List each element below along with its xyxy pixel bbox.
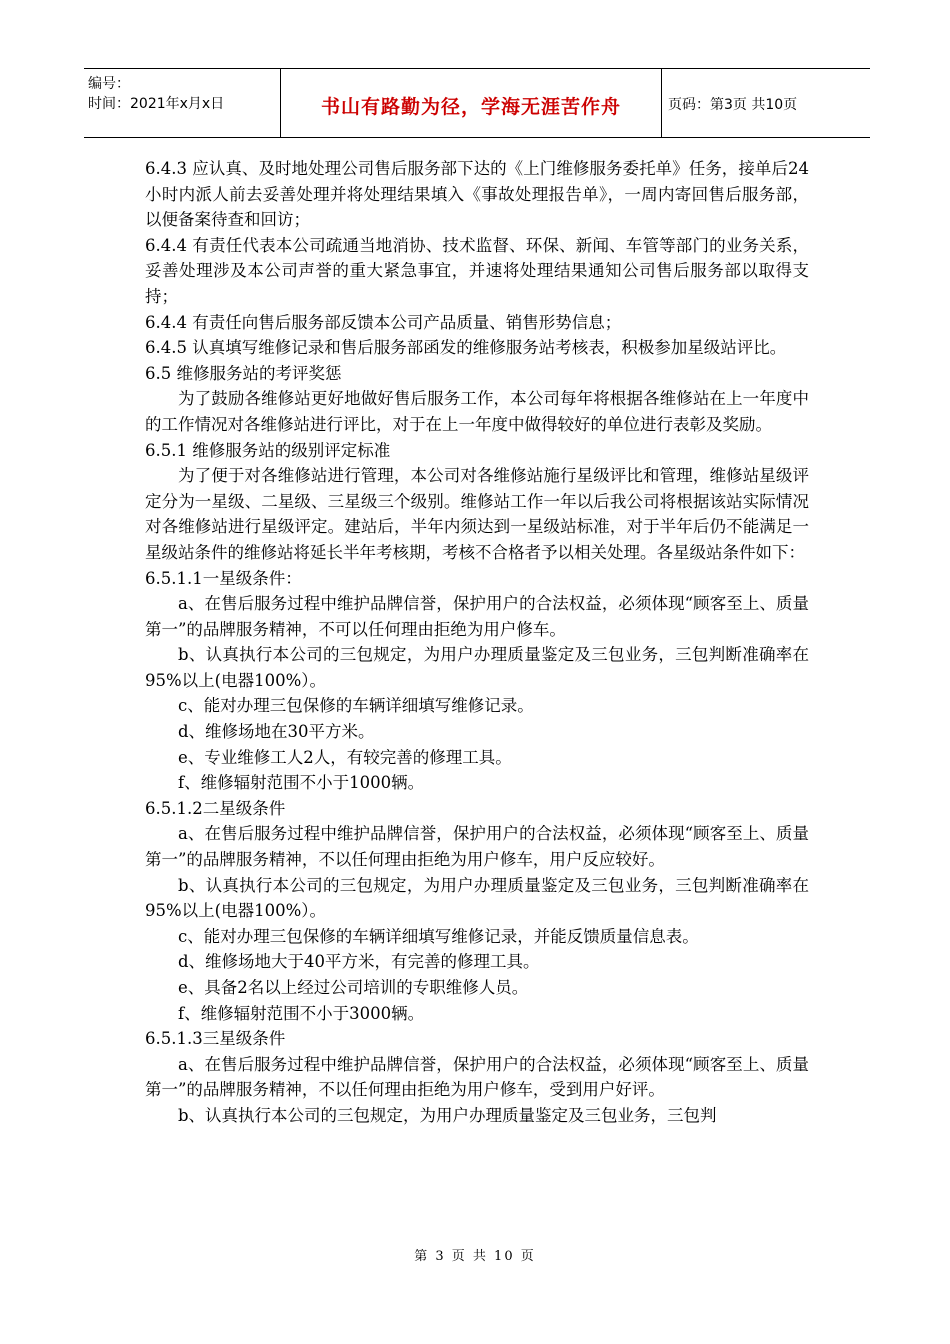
paragraph: 6.4.4 有责任向售后服务部反馈本公司产品质量、销售形势信息； xyxy=(145,312,622,332)
paragraph: a、在售后服务过程中维护品牌信誉，保护用户的合法权益，必须体现“顾客至上、质量第一”的品牌服务精神，不可以任何理由拒绝为用户修车。 xyxy=(145,594,809,639)
paragraph: b、认真执行本公司的三包规定，为用户办理质量鉴定及三包业务，三包判 xyxy=(178,1105,717,1125)
document-date-label: 时间：2021年x月x日 xyxy=(88,96,225,112)
document-body xyxy=(145,156,809,1129)
paragraph: 6.4.3 应认真、及时地处理公司售后服务部下达的《上门维修服务委托单》任务，接单后24小时内派人前去妥善处理并将处理结果填入《事故处理报告单》，一周内寄回售后服务部，以便备案待查和回访； xyxy=(145,159,809,230)
paragraph: a、在售后服务过程中维护品牌信誉，保护用户的合法权益，必须体现“顾客至上、质量第一”的品牌服务精神，不以任何理由拒绝为用户修车，受到用户好评。 xyxy=(145,1054,809,1100)
header-page-cell xyxy=(662,69,870,137)
paragraph: e、具备2名以上经过公司培训的专职维修人员。 xyxy=(178,978,529,997)
page-footer: 第 3 页 共 10 页 xyxy=(414,1249,536,1264)
paragraph: b、认真执行本公司的三包规定，为用户办理质量鉴定及三包业务，三包判断准确率在95%以上(电器100%）。 xyxy=(145,645,809,690)
header-motto-cell xyxy=(281,69,662,137)
paragraph: 6.4.5 认真填写维修记录和售后服务部函发的维修服务站考核表，积极参加星级站评比。 xyxy=(145,338,787,358)
paragraph: 6.5.1.3三星级条件 xyxy=(145,1029,286,1049)
header-motto: 书山有路勤为径，学海无涯苦作舟 xyxy=(320,96,621,118)
paragraph: f、维修辐射范围不小于3000辆。 xyxy=(178,1003,425,1023)
header-page-number: 页码：第3页 共10页 xyxy=(668,97,798,113)
paragraph: d、维修场地在30平方米。 xyxy=(178,722,375,742)
paragraph: c、能对办理三包保修的车辆详细填写维修记录，并能反馈质量信息表。 xyxy=(178,926,699,946)
paragraph: 6.5.1 维修服务站的级别评定标准 xyxy=(145,440,391,460)
paragraph: b、认真执行本公司的三包规定，为用户办理质量鉴定及三包业务，三包判断准确率在95%以上(电器100%）。 xyxy=(145,875,809,921)
paragraph: 6.4.4 有责任代表本公司疏通当地消协、技术监督、环保、新闻、车管等部门的业务关系，妥善处理涉及本公司声誉的重大紧急事宜，并速将处理结果通知公司售后服务部以取得支持； xyxy=(145,235,809,306)
document-number-label: 编号： xyxy=(88,76,130,92)
paragraph: 6.5.1.1一星级条件： xyxy=(145,568,302,588)
paragraph: d、维修场地大于40平方米，有完善的修理工具。 xyxy=(178,952,540,972)
header-meta xyxy=(84,69,281,137)
paragraph: c、能对办理三包保修的车辆详细填写维修记录。 xyxy=(178,696,534,716)
paragraph: 6.5 维修服务站的考评奖惩 xyxy=(145,363,342,383)
paragraph: 6.5.1.2二星级条件 xyxy=(145,798,286,818)
page-header xyxy=(84,68,870,138)
paragraph: e、专业维修工人2人，有较完善的修理工具。 xyxy=(178,747,512,767)
paragraph: 为了便于对各维修站进行管理，本公司对各维修站施行星级评比和管理，维修站星级评定分为一星级、二星级、三星级三个级别。维修站工作一年以后我公司将根据该站实际情况对各维修站进行星级评定。建站后，半年内须达到一星级站标准，对于半年后仍不能满足一星级站条件的维修站将延长半年考核期，考核不合格者予以相关处理。各星级站条件如下： xyxy=(145,466,809,562)
paragraph: a、在售后服务过程中维护品牌信誉，保护用户的合法权益，必须体现“顾客至上、质量第一”的品牌服务精神，不以任何理由拒绝为用户修车，用户反应较好。 xyxy=(145,824,809,870)
paragraph: f、维修辐射范围不小于1000辆。 xyxy=(178,773,425,793)
paragraph: 为了鼓励各维修站更好地做好售后服务工作，本公司每年将根据各维修站在上一年度中的工作情况对各维修站进行评比，对于在上一年度中做得较好的单位进行表彰及奖励。 xyxy=(145,389,809,434)
